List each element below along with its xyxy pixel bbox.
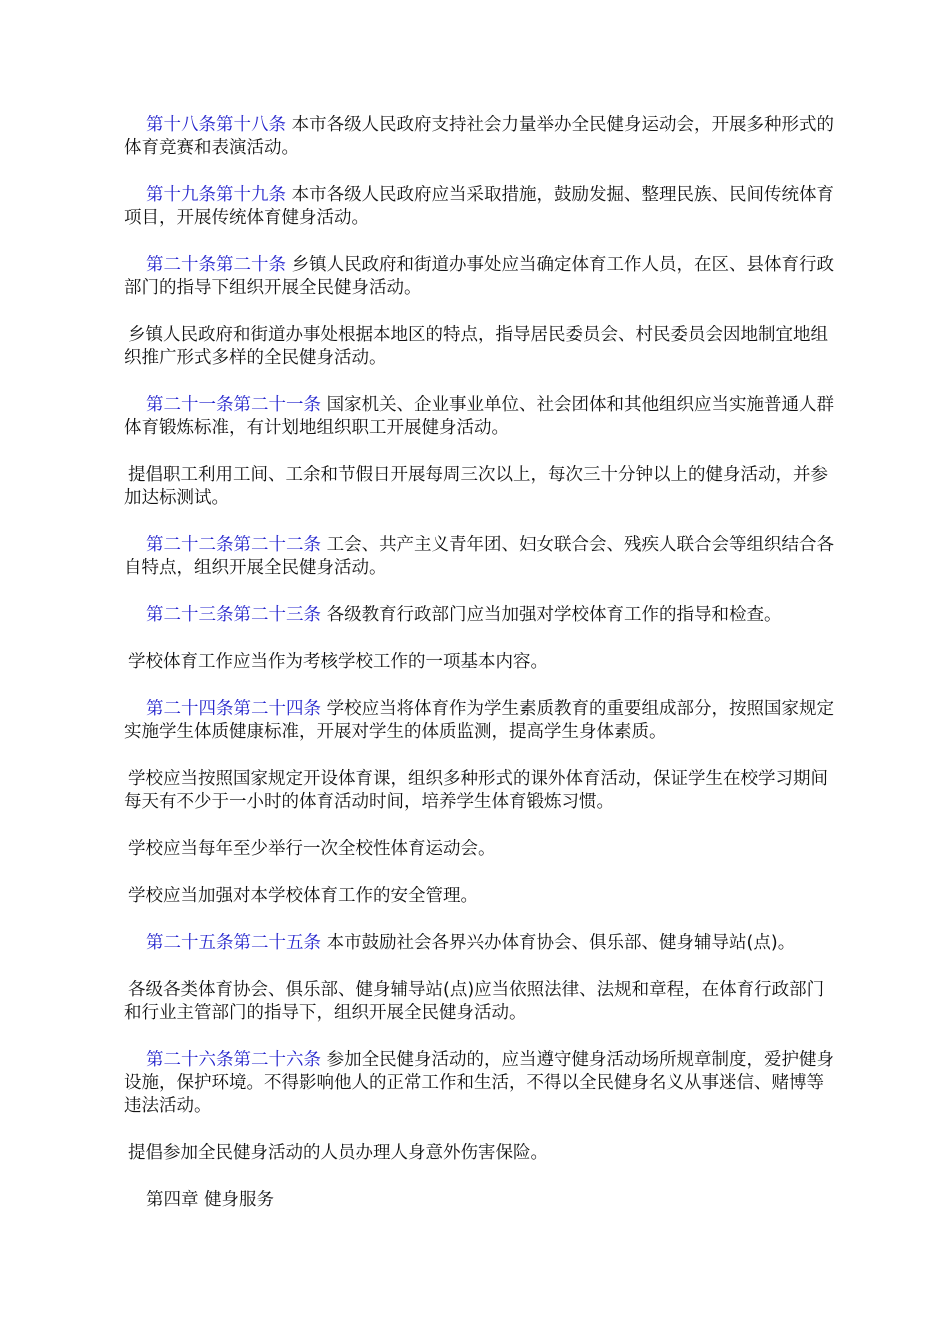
paragraph-text: 学校应当加强对本学校体育工作的安全管理。	[128, 886, 478, 906]
article-number[interactable]: 第二十二条第二十二条	[146, 535, 321, 555]
paragraph-text: 乡镇人民政府和街道办事处应当确定体育工作人员，在区、县体育行政部门的指导下组织开展全民健身活动。	[124, 255, 835, 298]
paragraph-text: 乡镇人民政府和街道办事处根据本地区的特点，指导居民委员会、村民委员会因地制宜地组织推广形式多样的全民健身活动。	[124, 325, 828, 368]
article-number[interactable]: 第二十五条第二十五条	[146, 933, 321, 953]
article-number[interactable]: 第二十三条第二十三条	[146, 605, 321, 625]
paragraph-text: 提倡职工利用工间、工余和节假日开展每周三次以上，每次三十分钟以上的健身活动，并参加达标测试。	[124, 465, 828, 508]
paragraph-article-24-sub-1	[124, 768, 836, 814]
article-number[interactable]: 第十九条第十九条	[146, 185, 286, 205]
paragraph-article-26-sub	[124, 1142, 836, 1165]
paragraph-text: 本市鼓励社会各界兴办体育协会、俱乐部、健身辅导站(点)。	[321, 933, 796, 953]
chapter-heading: 第四章 健身服务	[146, 1190, 275, 1210]
paragraph-article-24-sub-2	[124, 838, 836, 861]
paragraph-article-26	[124, 1049, 836, 1118]
paragraph-article-25-sub	[124, 979, 836, 1025]
paragraph-text: 学校应当按照国家规定开设体育课，组织多种形式的课外体育活动，保证学生在校学习期间每天有不少于一小时的体育活动时间，培养学生体育锻炼习惯。	[124, 769, 828, 812]
paragraph-article-24	[124, 698, 836, 744]
paragraph-text: 学校体育工作应当作为考核学校工作的一项基本内容。	[128, 652, 548, 672]
paragraph-article-20-sub	[124, 324, 836, 370]
paragraph-article-21-sub	[124, 464, 836, 510]
paragraph-article-23-sub	[124, 651, 836, 674]
paragraph-text: 参加全民健身活动的，应当遵守健身活动场所规章制度，爱护健身设施，保护环境。不得影响他人的正常工作和生活，不得以全民健身名义从事迷信、赌博等违法活动。	[124, 1050, 835, 1116]
article-number[interactable]: 第二十条第二十条	[146, 255, 286, 275]
article-number[interactable]: 第二十四条第二十四条	[146, 699, 321, 719]
paragraph-article-24-sub-3	[124, 885, 836, 908]
paragraph-article-20	[124, 254, 836, 300]
article-number[interactable]: 第二十六条第二十六条	[146, 1050, 321, 1070]
paragraph-article-22	[124, 534, 836, 580]
paragraph-text: 提倡参加全民健身活动的人员办理人身意外伤害保险。	[128, 1143, 548, 1163]
paragraph-text: 各级教育行政部门应当加强对学校体育工作的指导和检查。	[321, 605, 782, 625]
article-number[interactable]: 第二十一条第二十一条	[146, 395, 321, 415]
paragraph-text: 学校应当每年至少举行一次全校性体育运动会。	[128, 839, 496, 859]
paragraph-text: 国家机关、企业事业单位、社会团体和其他组织应当实施普通人群体育锻炼标准，有计划地组织职工开展健身活动。	[124, 395, 835, 438]
article-number[interactable]: 第十八条第十八条	[146, 115, 286, 135]
paragraph-text: 各级各类体育协会、俱乐部、健身辅导站(点)应当依照法律、法规和章程，在体育行政部门和行业主管部门的指导下，组织开展全民健身活动。	[124, 980, 825, 1023]
paragraph-article-19	[124, 184, 836, 230]
paragraph-article-23	[124, 604, 836, 627]
paragraph-article-21	[124, 394, 836, 440]
paragraph-text: 学校应当将体育作为学生素质教育的重要组成部分，按照国家规定实施学生体质健康标准，开展对学生的体质监测，提高学生身体素质。	[124, 699, 835, 742]
paragraph-article-25	[124, 932, 836, 955]
paragraph-text: 工会、共产主义青年团、妇女联合会、残疾人联合会等组织结合各自特点，组织开展全民健身活动。	[124, 535, 835, 578]
paragraph-text: 本市各级人民政府应当采取措施，鼓励发掘、整理民族、民间传统体育项目，开展传统体育健身活动。	[124, 185, 835, 228]
paragraph-article-18	[124, 114, 836, 160]
paragraph-text: 本市各级人民政府支持社会力量举办全民健身运动会，开展多种形式的体育竞赛和表演活动。	[124, 115, 835, 158]
